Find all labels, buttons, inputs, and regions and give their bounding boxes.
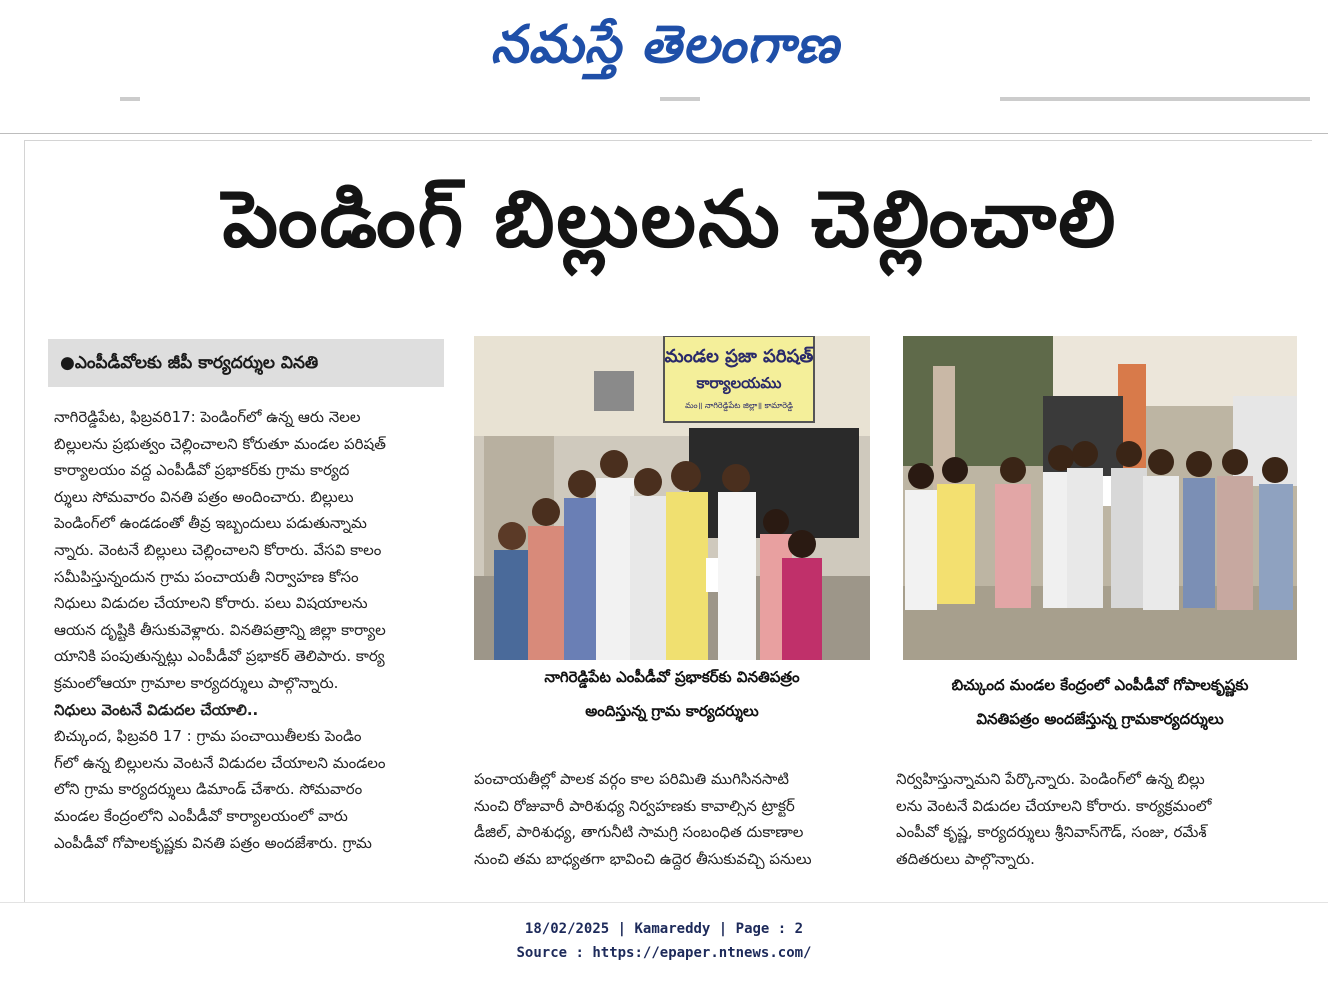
footer-source-line[interactable]: Source : https://epaper.ntnews.com/ xyxy=(516,945,812,961)
footer-date-line: 18/02/2025 | Kamareddy | Page : 2 xyxy=(524,921,804,937)
text-line: కార్యాలయం వద్ద ఎంపీడీవో ప్రభాకర్‌కు గ్రామ కార్యద xyxy=(54,461,350,480)
text-line: ఎంపీవో కృష్ణ, కార్యదర్శులు శ్రీనివాస్‌గౌడ్, సంజు, రమేశ్ xyxy=(896,823,1207,842)
caption-line: బిచ్కుంద మండల కేంద్రంలో ఎంపీడీవో గోపాలకృష్ణకు xyxy=(951,676,1249,694)
subheading: నిధులు వెంటనే విడుదల చేయాలి.. xyxy=(54,700,259,719)
column-3 xyxy=(896,766,1296,872)
text-line: లోని గ్రామ కార్యదర్శులు డిమాండ్ చేశారు. సోమవారం xyxy=(54,780,363,799)
photo-2-caption xyxy=(903,668,1297,736)
text-line: ఆయన దృష్టికి తీసుకువెళ్లారు. వినతిపత్రాన్ని జిల్లా కార్యాల xyxy=(54,620,386,639)
photo-illustration xyxy=(903,336,1297,660)
sign-text-1: మండల ప్రజా పరిషత్ xyxy=(664,346,814,367)
text-line: ర్శులు సోమవారం వినతి పత్రం అందించారు. బిల్లులు xyxy=(54,487,354,506)
text-line: నుంచి తమ బాధ్యతగా భావించి ఉద్దెర తీసుకువచ్చి పనులు xyxy=(474,849,812,868)
column-2 xyxy=(474,766,874,872)
kicker: ●ఎంపీడీవోలకు జీపీ కార్యదర్శుల వినతి xyxy=(48,339,444,387)
column-1 xyxy=(54,404,448,856)
text-line: సమీపిస్తున్నందున గ్రామ పంచాయతీ నిర్వాహణ కోసం xyxy=(54,567,359,586)
text-line: బిల్లులను ప్రభుత్వం చెల్లించాలని కోరుతూ మండల పరిషత్ xyxy=(54,434,386,453)
text-line: బిచ్కుంద, ఫిబ్రవరి 17 : గ్రామ పంచాయితీలకు పెండిం xyxy=(54,727,362,746)
text-line: యానికి పంపుతున్నట్లు ఎంపీడీవో ప్రభాకర్ తెలిపారు. కార్య xyxy=(54,647,385,666)
caption-line: అందిస్తున్న గ్రామ కార్యదర్శులు xyxy=(585,702,759,720)
text-line: ఎంపీడీవో గోపాలకృష్ణకు వినతి పత్రం అందజేశారు. గ్రామ xyxy=(54,833,372,852)
caption-line: వినతిపత్రం అందజేస్తున్న గ్రామకార్యదర్శులు xyxy=(976,710,1224,728)
top-rule xyxy=(0,133,1328,134)
text-line: పంచాయతీల్లో పాలక వర్గం కాల పరిమితి ముగిసినసాటి xyxy=(474,770,789,788)
text-line: డీజిల్, పారిశుధ్య, తాగునీటి సామగ్రి సంబంధిత దుకాణాల xyxy=(474,823,804,842)
text-line: క్రమంలోఆయా గ్రామాల కార్యదర్శులు పాల్గొన్నారు. xyxy=(54,673,339,692)
masthead-divider-left xyxy=(120,97,140,101)
masthead-divider-right xyxy=(1000,97,1310,101)
text-line: లను వెంటనే విడుదల చేయాలని కోరారు. కార్యక్రమంలో xyxy=(896,796,1212,815)
text-line: గ్‌లో ఉన్న బిల్లులను వెంటనే విడుదల చేయాలని మండలం xyxy=(54,753,386,772)
masthead xyxy=(0,0,1328,105)
text-line: మండల కేంద్రంలోని ఎంపీడీవో కార్యాలయంలో వారు xyxy=(54,806,348,825)
photo-1-caption xyxy=(474,660,870,728)
text-line: పెండింగ్‌లో ఉండడంతో తీవ్ర ఇబ్బందులు పడుతున్నామ xyxy=(54,514,367,533)
photo-bichkunda xyxy=(903,336,1297,660)
photo-nagireddypet xyxy=(474,336,870,660)
text-line: నుంచి రోజువారీ పారిశుధ్య నిర్వహణకు కావాల్సిన ట్రాక్టర్ xyxy=(474,796,795,815)
text-line: నిర్వహిస్తున్నామని పేర్కొన్నారు. పెండింగ్‌లో ఉన్న బిల్లు xyxy=(896,770,1205,788)
footer-rule xyxy=(0,902,1328,903)
sign-text-2: కార్యాలయము xyxy=(696,374,782,392)
text-line: నాగిరెడ్డిపేట, ఫిబ్రవరి17: పెండింగ్‌లో ఉన్న ఆరు నెలల xyxy=(54,408,361,426)
text-line: తదితరులు పాల్గొన్నారు. xyxy=(896,849,1035,868)
newspaper-logo: నమస్తే తెలంగాణ xyxy=(490,14,840,75)
text-line: నిధులు విడుదల చేయాలని కోరారు. పలు విషయాలను xyxy=(54,594,368,613)
headline: పెండింగ్ బిల్లులను చెల్లించాలి xyxy=(222,175,1118,265)
caption-line: నాగిరెడ్డిపేట ఎంపీడీవో ప్రభాకర్‌కు వినతిపత్రం xyxy=(544,668,800,686)
masthead-divider-mid xyxy=(660,97,700,101)
sign-text-3: మం॥ నాగిరెడ్డిపేట జిల్లా॥ కామారెడ్డి xyxy=(685,401,793,410)
text-line: న్నారు. వెంటనే బిల్లులు చెల్లించాలని కోరారు. వేసవి కాలం xyxy=(54,540,382,559)
photo-illustration xyxy=(474,336,870,660)
